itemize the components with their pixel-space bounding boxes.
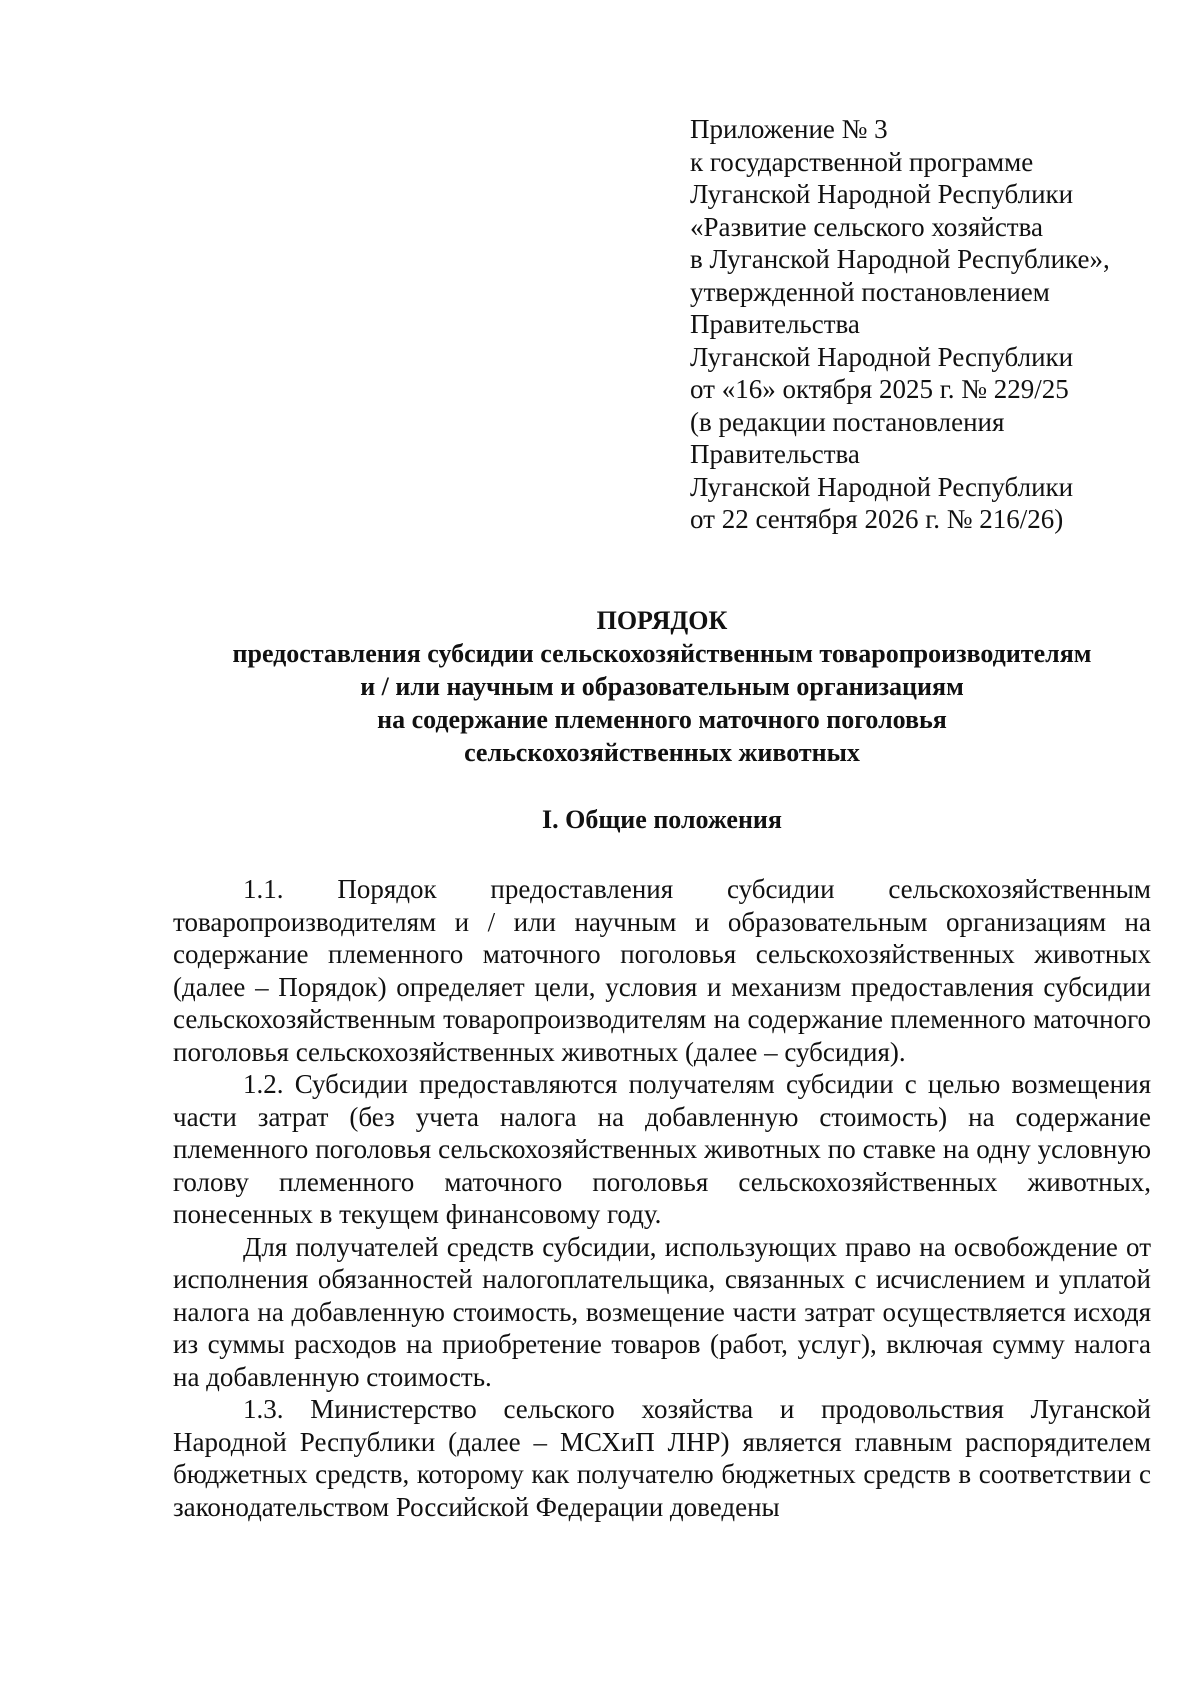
paragraph-1-2: 1.2. Субсидии предоставляются получателям субсидии с целью возмещения части затрат (без учета налога на добавленную стоимость) на содержание племенного поголовья сельскохозяйственных животных по ставке на одну условную голову племенного маточного поголовья сельскохозяйственных животных, понесенных в текущем финансовому году. bbox=[173, 1069, 1151, 1229]
document-body bbox=[173, 873, 1151, 1523]
annex-line: «Развитие сельского хозяйства bbox=[690, 211, 1043, 242]
annex-line: (в редакции постановления bbox=[690, 406, 1005, 437]
annex-line: утвержденной постановлением bbox=[690, 276, 1050, 307]
annex-line: к государственной программе bbox=[690, 146, 1034, 177]
title-line: предоставления субсидии сельскохозяйственным товаропроизводителям bbox=[232, 639, 1092, 668]
annex-line: Луганской Народной Республики bbox=[690, 179, 1074, 209]
annex-line: Приложение № 3 bbox=[690, 114, 888, 144]
title-line: сельскохозяйственных животных bbox=[464, 738, 860, 767]
paragraph-vat-exempt: Для получателей средств субсидии, использующих право на освобождение от исполнения обязанностей налогоплательщика, связанных с исчислением и уплатой налога на добавленную стоимость, возмещение части затрат осуществляется исходя из суммы расходов на приобретение товаров (работ, услуг), включая сумму налога на добавленную стоимость. bbox=[173, 1231, 1151, 1392]
document-title bbox=[170, 604, 1154, 769]
annex-line: Правительства bbox=[690, 309, 860, 339]
paragraph-1-3: 1.3. Министерство сельского хозяйства и продовольствия Луганской Народной Республики (далее – МСХиП ЛНР) является главным распорядителем бюджетных средств, которому как получателю бюджетных средств в соответствии с законодательством Российской Федерации доведены bbox=[173, 1394, 1151, 1522]
annex-line: от 22 сентября 2026 г. № 216/26) bbox=[690, 504, 1064, 534]
annex-line: Луганской Народной Республики bbox=[690, 341, 1074, 372]
title-line: и / или научным и образовательным организациям bbox=[360, 672, 964, 701]
annex-line: от «16» октября 2025 г. № 229/25 bbox=[690, 374, 1069, 404]
paragraph-1-1: 1.1. Порядок предоставления субсидии сельскохозяйственным товаропроизводителям и / или научным и образовательным организациям на содержание племенного маточного поголовья сельскохозяйственных животных (далее – Порядок) определяет цели, условия и механизм предоставления субсидии сельскохозяйственным товаропроизводителям на содержание племенного маточного поголовья сельскохозяйственных животных (далее – субсидия). bbox=[173, 874, 1151, 1067]
annex-line: в Луганской Народной Республике», bbox=[690, 244, 1110, 274]
annex-line: Правительства bbox=[690, 439, 860, 469]
title-main: ПОРЯДОК bbox=[596, 606, 728, 635]
annex-header bbox=[690, 113, 1170, 536]
section-heading: I. Общие положения bbox=[542, 805, 782, 834]
title-line: на содержание племенного маточного поголовья bbox=[377, 705, 947, 734]
annex-line: Луганской Народной Республики bbox=[690, 471, 1074, 502]
